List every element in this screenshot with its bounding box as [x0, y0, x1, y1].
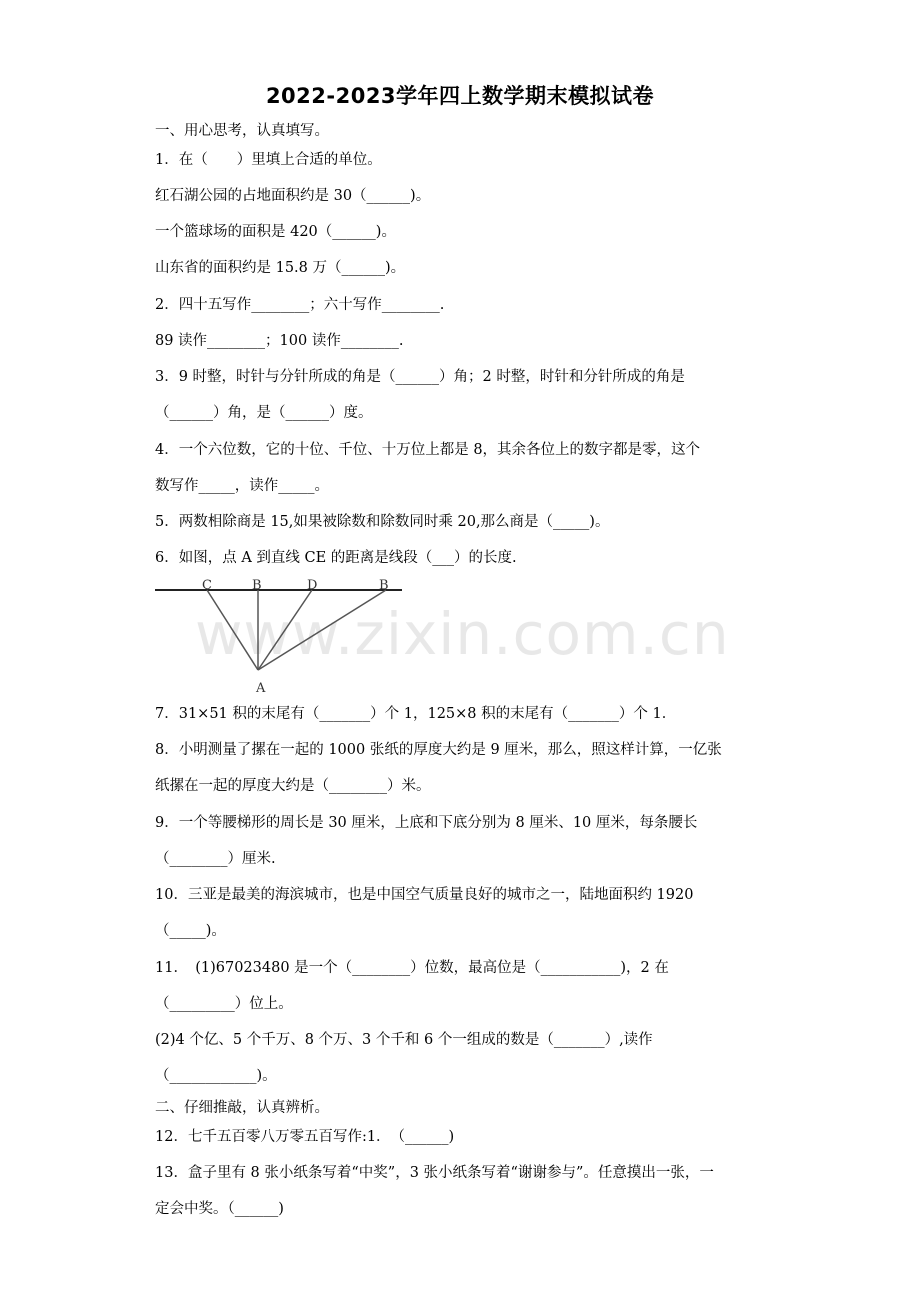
section-heading-2: 二、仔细推敲，认真辨析。 — [155, 1100, 329, 1116]
question-6: 6．如图，点 A 到直线 CE 的距离是线段（___）的长度. — [155, 550, 517, 566]
segment-ae — [258, 590, 386, 670]
page-title: 2022-2023学年四上数学期末模拟试卷 — [265, 84, 655, 108]
question-3: 3．9 时整，时针与分针所成的角是（______）角；2 时整，时针和分针所成的角是 — [155, 369, 685, 385]
geometry-figure — [150, 574, 410, 700]
label-c: C — [202, 578, 212, 593]
segment-ad — [258, 590, 312, 670]
question-1-item-c: 山东省的面积约是 15.8 万（______)。 — [155, 260, 406, 276]
question-1-item-b: 一个篮球场的面积是 420（______)。 — [155, 224, 396, 240]
question-4-line-2: 数写作_____，读作_____。 — [155, 478, 329, 494]
question-3-line-2: （______）角，是（______）度。 — [155, 405, 373, 421]
question-11-line-2: （_________）位上。 — [155, 996, 293, 1012]
question-8-line-2: 纸摞在一起的厚度大约是（________）米。 — [155, 778, 431, 794]
label-d: D — [307, 578, 318, 593]
question-2: 2．四十五写作________；六十写作________. — [155, 297, 445, 313]
question-8: 8．小明测量了摞在一起的 1000 张纸的厚度大约是 9 厘米，那么，照这样计算，一亿张 — [155, 742, 722, 758]
question-4: 4．一个六位数，它的十位、千位、十万位上都是 8，其余各位上的数字都是零，这个 — [155, 442, 701, 458]
question-7: 7．31×51 积的末尾有（_______）个 1，125×8 积的末尾有（_______）个 1． — [155, 706, 677, 722]
question-11: 11． (1)67023480 是一个（________）位数，最高位是（___________)，2 在 — [155, 960, 669, 976]
question-13-line-2: 定会中奖。（______) — [155, 1201, 284, 1217]
question-9: 9．一个等腰梯形的周长是 30 厘米，上底和下底分别为 8 厘米、10 厘米，每条腰长 — [155, 815, 698, 831]
section-heading-1: 一、用心思考，认真填写。 — [155, 123, 329, 139]
question-13: 13．盒子里有 8 张小纸条写着“中奖”，3 张小纸条写着“谢谢参与”。任意摸出一张，一 — [155, 1165, 714, 1181]
label-b: B — [252, 578, 262, 593]
label-e: B — [379, 578, 389, 593]
question-1-item-a: 红石湖公园的占地面积约是 30（______)。 — [155, 188, 431, 204]
question-11-part-2-line-2: （____________)。 — [155, 1068, 277, 1084]
watermark: www.zixin.com.cn — [195, 600, 730, 668]
question-5: 5．两数相除商是 15,如果被除数和除数同时乘 20,那么商是（_____)。 — [155, 514, 610, 530]
question-10: 10．三亚是最美的海滨城市，也是中国空气质量良好的城市之一，陆地面积约 1920 — [155, 887, 694, 903]
label-a: A — [256, 681, 266, 696]
question-9-line-2: （________）厘米. — [155, 851, 276, 867]
question-2-line-2: 89 读作________；100 读作________. — [155, 333, 404, 349]
question-12: 12．七千五百零八万零五百写作:1． （______) — [155, 1129, 455, 1145]
question-1: 1．在（ ）里填上合适的单位。 — [155, 152, 382, 168]
question-11-part-2: (2)4 个亿、5 个千万、8 个万、3 个千和 6 个一组成的数是（_______）,读作 — [155, 1032, 653, 1048]
question-10-line-2: （_____)。 — [155, 923, 226, 939]
segment-ac — [207, 590, 258, 670]
